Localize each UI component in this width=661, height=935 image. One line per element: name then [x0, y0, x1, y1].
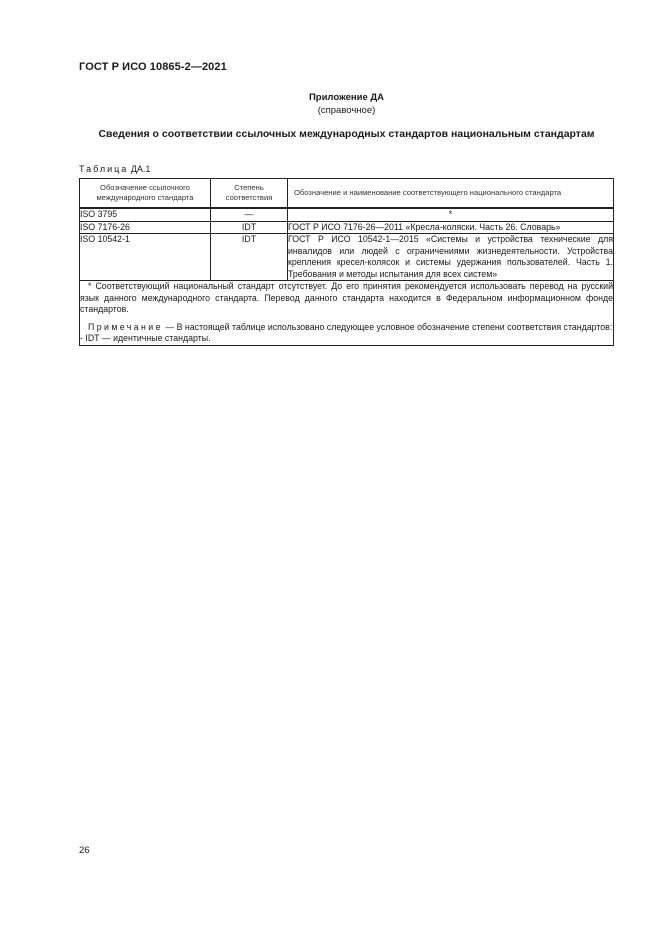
cell-degree: IDT: [211, 221, 288, 234]
cell-name: ГОСТ Р ИСО 10542-1—2015 «Системы и устройства технические для инвалидов или людей с ограничениями жизнедеятельности. Устройства крепления кресел-колясок и системы удержания пользователей. Часть 1. Требования и методы испытания для всех систем»: [288, 234, 613, 279]
standards-table: [79, 178, 614, 346]
table-header-row: [80, 179, 614, 209]
table-row: [80, 234, 614, 281]
note-text: — В настоящей таблице использовано следующее условное обозначение степени соответствия стандартов:: [162, 321, 613, 332]
table-caption: [79, 164, 150, 174]
cell-code: ISO 7176-26: [80, 221, 211, 234]
section-title: Сведения о соответствии ссылочных международных стандартов национальным стандартам: [98, 128, 595, 140]
table-caption-prefix: Таблица: [79, 164, 129, 174]
table-row: [80, 208, 614, 221]
cell-degree: —: [211, 208, 288, 221]
document-code: ГОСТ Р ИСО 10865-2—2021: [79, 61, 227, 73]
table-caption-id: ДА.1: [130, 164, 151, 174]
header-degree: Степень соответствия: [211, 179, 288, 209]
cell-degree: IDT: [211, 234, 288, 281]
appendix-subtitle: (справочное): [317, 105, 376, 116]
header-national-standard: Обозначение и наименование соответствующего национального стандарта: [288, 179, 614, 209]
page-number: 26: [79, 845, 90, 856]
note-item: - IDT — идентичные стандарты.: [80, 333, 211, 343]
cell-code: ISO 3795: [80, 208, 211, 221]
header-intl-standard: Обозначение ссылочного международного стандарта: [80, 179, 211, 209]
table-row: [80, 221, 614, 234]
appendix-title: Приложение ДА: [308, 92, 385, 103]
table-footnote-row: [80, 281, 614, 346]
note-paragraph: [80, 322, 613, 334]
note-label: Примечание: [88, 321, 163, 332]
cell-name: ГОСТ Р ИСО 7176-26—2011 «Кресла-коляски. Часть 26. Словарь»: [288, 221, 614, 234]
cell-name: *: [288, 208, 614, 221]
footnote-text: * Соответствующий национальный стандарт отсутствует. До его принятия рекомендуется использовать перевод на русский язык данного международного стандарта. Перевод данного стандарта находится в Федеральном информационном фонде стандартов.: [80, 281, 613, 314]
footnote-cell: [80, 281, 614, 346]
appendix-heading: [79, 91, 614, 117]
cell-code: ISO 10542-1: [80, 234, 211, 281]
